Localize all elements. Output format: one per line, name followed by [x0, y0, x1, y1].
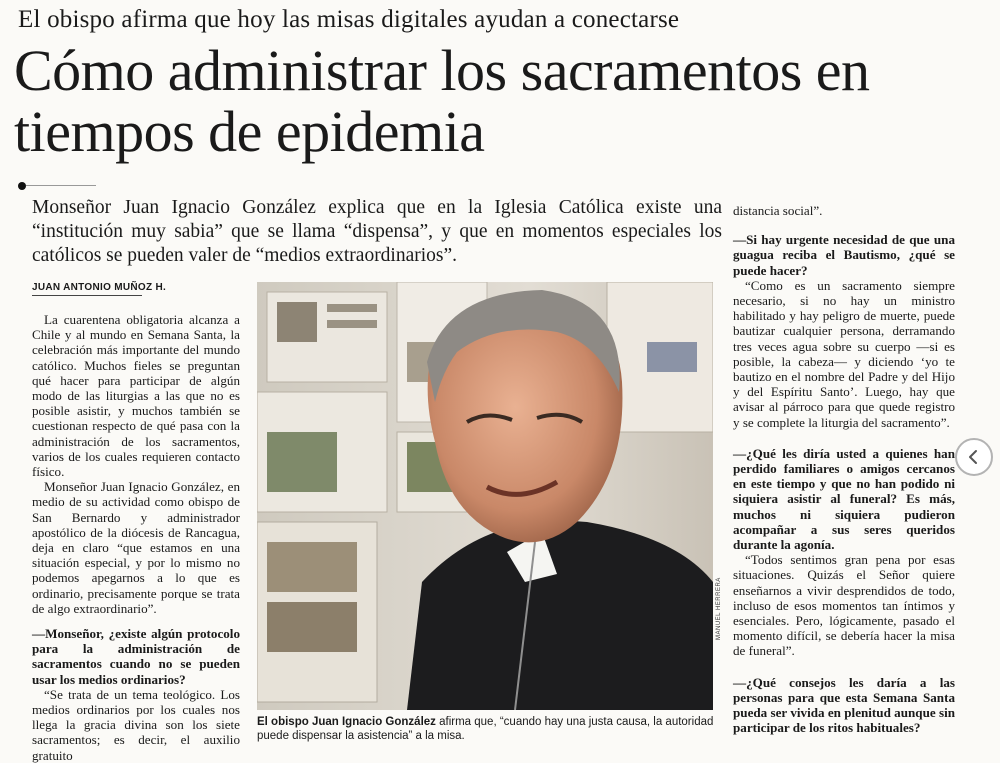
section-bullet — [18, 182, 26, 190]
interview-question: —¿Qué consejos les daría a las personas para que esta Semana Santa pueda ser vivida en plenitud aunque sin participar de los ritos habituales? — [733, 674, 955, 736]
lead-paragraph: Monseñor Juan Ignacio González explica que en la Iglesia Católica existe una “institución muy sabia” que se llama “dispensa”, y que en momentos especiales los católicos se pueden valer de “medios extraordinarios”. — [32, 197, 722, 266]
interview-question: —Si hay urgente necesidad de que una guagua reciba el Bautismo, ¿qué se puede hacer? — [733, 232, 955, 278]
paragraph: La cuarentena obligatoria alcanza a Chile y al mundo en Semana Santa, la celebración más importante del mundo católico. Muchos fieles se preguntan qué hacer para participar de algún modo de las liturgias a las que no es posible asistir, y muchos también se cuestionan respecto de qué pasa con la administración de los sacramentos, varios de los cuales requieren contacto físico. — [32, 312, 240, 480]
section-rule — [26, 185, 96, 186]
caption-name: El obispo Juan Ignacio González — [257, 716, 436, 728]
interview-question: —Monseñor, ¿existe algún protocolo para la administración de sacramentos cuando no se pueden usar los medios ordinarios? — [32, 626, 240, 687]
paragraph: “Se trata de un tema teológico. Los medios ordinarios por los cuales nos llega la gracia divina son los siete sacramentos; es decir, el auxilio gratuito — [32, 686, 240, 763]
byline: JUAN ANTONIO MUÑOZ H. — [32, 282, 167, 293]
article-column-1 — [32, 312, 240, 763]
photo-credit: MANUEL HERRERA — [716, 577, 722, 640]
headline: Cómo administrar los sacramentos en tiempos de epidemia — [14, 38, 870, 164]
paragraph: “Como es un sacramento siempre necesario, si no hay un ministro habilitado y hay peligro de muerte, puede bautizar cualquier persona, derramando tres veces agua sobre su cuerpo —si es posible, la cabeza— y diciendo ‘yo te bautizo en el nombre del Padre y del Hijo y del Espíritu Santo’. Luego, hay que avisar al párroco para que quede registro y se complete la liturgia del sacramento”. — [733, 277, 955, 430]
interview-question: —¿Qué les diría usted a quienes han perdido familiares o amigos cercanos en este tiempo y que no han podido ni siquiera asistir al funeral? Es más, muchos ni siquiera pudieron acompañar a sus seres queridos durante la agonía. — [733, 445, 955, 553]
photo-caption — [257, 715, 717, 743]
bishop-photo-illustration — [257, 282, 713, 710]
paragraph: Monseñor Juan Ignacio González, en medio de su actividad como obispo de San Bernardo y administrador apostólico de la diócesis de Rancagua, deja en claro “que estamos en una situación especial, y por lo mismo no podemos apegarnos a lo que es ordinario, precisamente porque se trata de algo extraordinario”. — [32, 479, 240, 616]
paragraph: distancia social”. — [733, 203, 823, 218]
previous-page-button[interactable] — [955, 438, 993, 476]
caption-text: afirma que, “cuando hay una justa causa, la autoridad puede dispensar la asistencia” a la misa. — [257, 716, 714, 742]
chevron-left-icon — [966, 449, 982, 465]
bishop-photo — [257, 282, 713, 710]
paragraph: “Todos sentimos gran pena por esas situaciones. Quizás el Señor quiere enseñarnos a vivir desprendidos de todo, incluso de esos momentos tan íntimos y esenciales. Pero, lógicamente, pasado el momento difícil, se debería hacer la misa de funeral”. — [733, 552, 955, 659]
byline-rule — [32, 295, 142, 296]
article-column-3 — [733, 203, 955, 736]
kicker: El obispo afirma que hoy las misas digitales ayudan a conectarse — [18, 6, 680, 33]
